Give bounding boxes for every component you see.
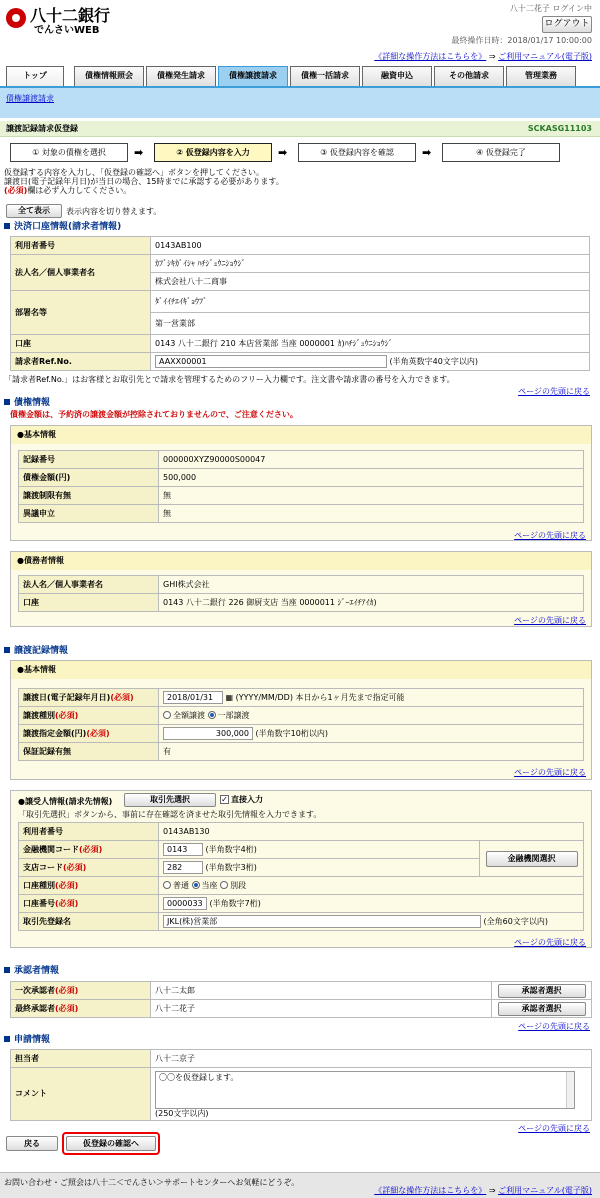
limit: 無: [159, 487, 584, 505]
date-input[interactable]: 2018/01/31: [163, 691, 223, 704]
bank-hint: (半角数字4桁): [205, 845, 257, 854]
required-mark: (必須): [86, 728, 110, 738]
ref-hint: (半角英数字40文字以内): [389, 357, 478, 366]
dept-name: 第一営業部: [151, 313, 590, 335]
dispute-label: 異議申立: [19, 505, 159, 523]
bank-label-text: 金融機関コード: [23, 844, 79, 854]
receiver-table: [18, 822, 584, 931]
bank-code-input[interactable]: 0143: [163, 843, 203, 856]
manual-link[interactable]: ご利用マニュアル(電子版): [498, 52, 592, 61]
ref-cell: [151, 353, 590, 371]
section-credit: 債権情報: [4, 398, 50, 409]
first-approver: 八十二太郎: [151, 982, 492, 1000]
type-label-text: 譲渡種別: [23, 710, 55, 720]
bank-logo-icon: [6, 8, 26, 28]
required-mark: (必須): [79, 844, 103, 854]
amt-cell: [159, 725, 584, 743]
required-mark: (必須): [55, 898, 79, 908]
logout-button[interactable]: ログアウト: [542, 16, 592, 33]
date-label-text: 譲渡日(電子記録年月日): [23, 692, 111, 702]
direct-label: 直接入力: [231, 795, 263, 804]
instruction-line: 欄は必ず入力してください。: [27, 186, 132, 195]
logo-title: 八十二銀行: [30, 6, 111, 25]
branch-cell: [159, 859, 480, 877]
tab-other[interactable]: その他請求: [434, 66, 504, 86]
title-band: [0, 121, 600, 137]
bank-label: [19, 841, 159, 859]
acct-type-label: [19, 877, 159, 895]
radio-partial[interactable]: [208, 711, 216, 719]
date-label: [19, 689, 159, 707]
type-full: 全額譲渡: [173, 710, 205, 720]
textarea-scrollbar[interactable]: [566, 1072, 574, 1108]
pagetop-link[interactable]: ページの先頭に戻る: [514, 768, 586, 777]
step-2: ② 仮登録内容を入力: [154, 143, 272, 162]
step-3: ③ 仮登録内容を確認: [298, 143, 416, 162]
step-4: ④ 仮登録完了: [442, 143, 560, 162]
acct: 0143 八十二銀行 210 本店営業部 当座 0000001 ｶ)ﾊﾁｼﾞｭｳﾆｼｮｳｼﾞ: [151, 335, 590, 353]
radio-special[interactable]: [220, 881, 228, 889]
last-login: 最終操作日時：2018/01/17 10:00:00: [451, 36, 592, 45]
calendar-icon[interactable]: ▦: [225, 693, 234, 702]
instruction-line: 譲渡日(電子記録年月日)が当日の場合、15時までに承認する必要があります。: [4, 177, 284, 186]
step-1: ① 対象の債権を選択: [10, 143, 128, 162]
ref-label: 請求者Ref.No.: [11, 353, 151, 371]
last-approver: 八十二花子: [151, 1000, 492, 1018]
user-status: 八十二花子 ログイン中: [509, 4, 592, 13]
acct-no-input[interactable]: 0000033: [163, 897, 207, 910]
person-label: 担当者: [11, 1050, 151, 1068]
partner-cell: [159, 913, 584, 931]
receiver-title: ●譲受人情報(請求先情報): [18, 797, 113, 806]
step-arrow: ➡: [278, 146, 288, 159]
amount-input[interactable]: 300,000: [163, 727, 253, 740]
debtor-acct: 0143 八十二銀行 226 御厨支店 当座 0000011 ｼﾞｰｴｲﾁｱｲｶ): [159, 594, 584, 612]
user-no-label: 利用者番号: [11, 237, 151, 255]
pagetop-link[interactable]: ページの先頭に戻る: [518, 1124, 590, 1133]
instructions: [4, 168, 284, 195]
required-mark: (必須): [55, 985, 79, 995]
acct-type-ordinary: 普通: [173, 880, 189, 890]
required-mark: (必須): [55, 880, 79, 890]
branch-label: [19, 859, 159, 877]
last-approver-label-text: 最終承認者: [15, 1003, 55, 1013]
top-links: 《詳細な操作方法はこちらを》 ⇒ ご利用マニュアル(電子版): [374, 52, 592, 61]
dept-label: 部署名等: [11, 291, 151, 335]
type-partial: 一部譲渡: [217, 710, 250, 720]
rec-no: 000000XYZ90000S00047: [159, 451, 584, 469]
tab-financing[interactable]: 融資申込: [362, 66, 432, 86]
comment-cell: [151, 1068, 592, 1121]
pagetop-link[interactable]: ページの先頭に戻る: [514, 531, 586, 540]
first-approver-button-cell: [492, 982, 592, 1000]
sub-nav: [0, 88, 600, 118]
dispute: 無: [159, 505, 584, 523]
type-label: [19, 707, 159, 725]
bank-button-cell: [480, 841, 584, 877]
acct-type-current: 当座: [201, 880, 218, 890]
footer-links: 《詳細な操作方法はこちらを》 ⇒ ご利用マニュアル(電子版): [374, 1186, 592, 1195]
debtor-acct-label: 口座: [19, 594, 159, 612]
amount-label: 債権金額(円): [19, 469, 159, 487]
radio-ordinary[interactable]: [163, 881, 171, 889]
required-mark: (必須): [110, 692, 134, 702]
account-table: [10, 236, 590, 371]
section-apply: 申請情報: [4, 1035, 50, 1046]
footer-text: お問い合わせ・ご照会は八十二＜でんさい＞サポートセンターへお気軽にどうぞ。: [4, 1178, 300, 1187]
corp-kana: ｶﾌﾞｼｷｶﾞｲｼｬ ﾊﾁｼﾞｭｳﾆｼｮｳｼﾞ: [151, 255, 590, 273]
section-account: 決済口座情報(請求者情報): [4, 222, 121, 233]
r-user-label: 利用者番号: [19, 823, 159, 841]
debtor-title: ●債務者情報: [11, 552, 591, 570]
amt-label: [19, 725, 159, 743]
radio-full[interactable]: [163, 711, 171, 719]
required-mark: (必須): [63, 862, 87, 872]
confirm-button[interactable]: 仮登録の確認へ: [66, 1136, 156, 1151]
comment-text: 〇〇を仮登録します。: [159, 1073, 239, 1082]
page-title: 譲渡記録請求仮登録: [6, 124, 78, 133]
pagetop-link[interactable]: ページの先頭に戻る: [514, 616, 586, 625]
partner-hint: (全角60文字以内): [483, 917, 548, 926]
acct-type-special: 別段: [230, 880, 247, 890]
acct-label: 口座: [11, 335, 151, 353]
receiver-note: 「取引先選択」ボタンから、事前に存在確認を済ませた取引先情報を入力できます。: [18, 810, 322, 819]
dept-kana: ﾀﾞｲｲﾁｴｲｷﾞｮｳﾌﾞ: [151, 291, 590, 313]
sub-nav-link[interactable]: 債権譲渡請求: [6, 94, 54, 103]
acct-no-label-text: 口座番号: [23, 898, 55, 908]
acct-type-cell: [159, 877, 584, 895]
debtor-table: [18, 575, 584, 612]
tab-credit-info[interactable]: 債権情報照会: [74, 66, 144, 86]
partner-label: 取引先登録名: [19, 913, 159, 931]
comment-label: コメント: [11, 1068, 151, 1121]
last-approver-label: [11, 1000, 151, 1018]
bank-cell: [159, 841, 480, 859]
first-approver-label: [11, 982, 151, 1000]
transfer-basic-table: [18, 688, 584, 761]
section-transfer: 譲渡記録情報: [4, 646, 68, 657]
partner-select-button[interactable]: 取引先選択: [124, 793, 216, 807]
date-cell: [159, 689, 584, 707]
last-approver-button[interactable]: 承認者選択: [498, 1002, 586, 1016]
ref-input[interactable]: AAXX00001: [155, 355, 387, 368]
acct-no-label: [19, 895, 159, 913]
corp-name: 株式会社八十二商事: [151, 273, 590, 291]
required-mark: (必須): [4, 186, 28, 195]
acct-type-label-text: 口座種別: [23, 880, 55, 890]
tab-credit-transfer[interactable]: 債権譲渡請求: [218, 66, 288, 86]
tab-top[interactable]: トップ: [6, 66, 64, 86]
transfer-basic-title: ●基本情報: [11, 661, 591, 679]
tab-credit-issue[interactable]: 債権発生請求: [146, 66, 216, 86]
pagetop-link[interactable]: ページの先頭に戻る: [518, 1022, 590, 1031]
r-user: 0143AB130: [159, 823, 584, 841]
comment-textarea[interactable]: [155, 1071, 575, 1109]
comment-hint: (250文字以内): [155, 1109, 209, 1118]
guarantee-label: 保証記録有無: [19, 743, 159, 761]
radio-current[interactable]: [192, 881, 200, 889]
show-all-note: 表示内容を切り替えます。: [66, 207, 162, 216]
logo-subtitle: でんさいWEB: [34, 25, 100, 36]
type-cell: [159, 707, 584, 725]
acct-no-hint: (半角数字7桁): [209, 899, 261, 908]
branch-hint: (半角数字3桁): [205, 863, 257, 872]
branch-label-text: 支店コード: [23, 862, 63, 872]
credit-basic-title: ●基本情報: [11, 426, 591, 444]
corp-label: 法人名／個人事業者名: [11, 255, 151, 291]
limit-label: 譲渡制限有無: [19, 487, 159, 505]
first-approver-label-text: 一次承認者: [15, 985, 55, 995]
amt-label-text: 譲渡指定金額(円): [23, 728, 87, 738]
credit-warning: 債権金額は、予約済の譲渡金額が控除されておりませんので、ご注意ください。: [10, 410, 298, 419]
acct-no-cell: [159, 895, 584, 913]
step-arrow: ➡: [422, 146, 432, 159]
amount-hint: (半角数字10桁以内): [255, 729, 328, 738]
footer-manual-link[interactable]: ご利用マニュアル(電子版): [498, 1186, 592, 1195]
date-hint: (YYYY/MM/DD) 本日から1ヶ月先まで指定可能: [235, 693, 405, 702]
partner-input[interactable]: JKL(株)営業部: [163, 915, 481, 928]
required-mark: (必須): [55, 710, 79, 720]
person: 八十二京子: [151, 1050, 592, 1068]
instruction-line: 仮登録する内容を入力し、「仮登録の確認へ」ボタンを押してください。: [4, 168, 264, 177]
ref-note: 「請求者Ref.No.」はお客様とお取引先とで請求を管理するためのフリー入力欄です。注文書や請求書の番号を入力できます。: [4, 375, 455, 384]
debtor-corp: GHI株式会社: [159, 576, 584, 594]
user-no: 0143AB100: [151, 237, 590, 255]
tab-admin[interactable]: 管理業務: [506, 66, 576, 86]
show-all-button[interactable]: 全て表示: [6, 204, 62, 218]
first-approver-button[interactable]: 承認者選択: [498, 984, 586, 998]
direct-checkbox[interactable]: ✓: [221, 795, 228, 804]
pagetop-link[interactable]: ページの先頭に戻る: [514, 938, 586, 947]
apply-table: [10, 1049, 592, 1121]
branch-code-input[interactable]: 282: [163, 861, 203, 874]
guarantee: 有: [159, 743, 584, 761]
amount: 500,000: [159, 469, 584, 487]
section-approver: 承認者情報: [4, 966, 59, 977]
back-button[interactable]: 戻る: [6, 1136, 58, 1151]
credit-basic-table: [18, 450, 584, 523]
step-arrow: ➡: [134, 146, 144, 159]
rec-no-label: 記録番号: [19, 451, 159, 469]
help-link[interactable]: 《詳細な操作方法はこちらを》: [374, 52, 487, 61]
footer-help-link[interactable]: 《詳細な操作方法はこちらを》: [374, 1186, 487, 1195]
last-approver-button-cell: [492, 1000, 592, 1018]
debtor-corp-label: 法人名／個人事業者名: [19, 576, 159, 594]
direct-input-wrap: [220, 795, 263, 805]
required-mark: (必須): [55, 1003, 79, 1013]
approver-table: [10, 981, 592, 1018]
screen-id: SCKASG11103: [527, 124, 592, 133]
tab-bulk[interactable]: 債権一括請求: [290, 66, 360, 86]
pagetop-link[interactable]: ページの先頭に戻る: [518, 387, 590, 396]
bank-select-button[interactable]: 金融機関選択: [486, 851, 578, 867]
